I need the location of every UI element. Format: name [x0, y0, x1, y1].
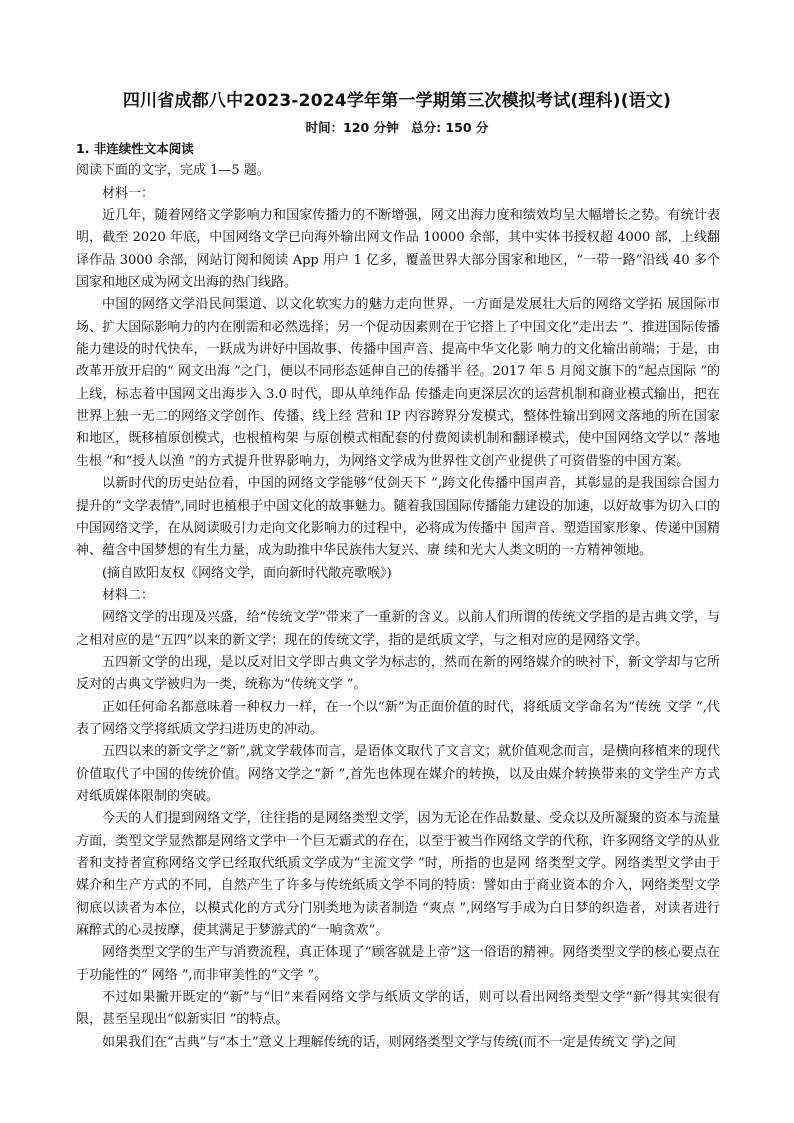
- material1-source: (摘自欧阳友权《网络文学，面向新时代敞亮歌喉》): [102, 565, 392, 581]
- material1-paragraph: 近几年，随着网络文学影响力和国家传播力的不断增强，网文出海力度和绩效均呈大幅增长之势。有统计表明，截至 2020 年底，中国网络文学已向海外输出网文作品 10000 余部，其中实体书授权超 4000 部，上线翻译作品 3000 余部，网站订阅和阅读 App 用户 1 亿多，覆盖世界大部分国家和地区，“一带一路”沿线 40 多个国家和地区成为网文出海的热门线路。: [76, 208, 720, 291]
- material1-paragraph: 以新时代的历史站位看，中国的网络文学能够“仗剑天下 ”,跨文化传播中国声音，其彰显的是我国综合国力提升的“文学表情”,同时也植根于中国文化的故事魅力。随着我国国际传播能力建设的加速，以好故事为切入口的中国网络文学，在从阅读吸引力走向文化影响力的过程中，必将成为传播中 国声音、塑造国家形象、传递中国精神、蕴含中国梦想的有生力量，成为助推中华民族伟大复兴、赓 续和光大人类文明的一方精神领地。: [76, 476, 720, 559]
- material1-label: 材料一：: [102, 185, 155, 201]
- material2-paragraph: 五四新文学的出现，是以反对旧文学即古典文学为标志的，然而在新的网络媒介的映衬下，新文学却与它所反对的古典文学被归为一类，统称为“传统文学 ”。: [76, 654, 720, 693]
- material2-paragraph: 今天的人们提到网络文学，往往指的是网络类型文学，因为无论在作品数量、受众以及所凝聚的资本与流量方面，类型文学显然都是网络文学中一个巨无霸式的存在，以至于被当作网络文学的代称，许多网络文学的从业者和支持者宣称网络文学已经取代纸质文学成为“主流文学 ”时，所指的也是网 络类型文学。网络类型文学由于媒介和生产方式的不同，自然产生了许多与传统纸质文学不同的特质：譬如由于商业资本的介入，网络类型文学彻底以读者为本位，以模式化的方式分门别类地为读者制造 “爽点 ”,网络写手成为白日梦的织造者，对读者进行麻醉式的心灵按摩，使其满足于梦游式的“一晌贪欢”。: [76, 811, 720, 939]
- material2-paragraph: 五四以来的新文学之“新”,就文学载体而言，是语体文取代了文言文；就价值观念而言，是横向移植来的现代价值取代了中国的传统价值。网络文学之“新 ”,首先也体现在媒介的转换，以及由媒介转换带来的文学生产方式对纸质媒体限制的突破。: [76, 744, 720, 804]
- material2-paragraph: 不过如果撇开既定的“新”与“旧”来看网络文学与纸质文学的话，则可以看出网络类型文学“新”得其实很有限，甚至呈现出“似新实旧 ”的特点。: [76, 990, 720, 1028]
- section-heading: 1. 非连续性文本阅读: [76, 141, 194, 156]
- document-title: 四川省成都八中2023-2024学年第一学期第三次模拟考试(理科)(语文): [122, 91, 672, 111]
- exam-time-score: 时间：120 分钟 总分: 150 分: [305, 120, 489, 135]
- material2-paragraph: 网络类型文学的生产与消费流程，真正体现了“顾客就是上帝”这一俗语的精神。网络类型文学的核心要点在于功能性的“ 网络 ”,而非审美性的“文学 ”。: [76, 945, 720, 983]
- material2-paragraph: 正如任何命名都意味着一种权力一样，在一个以“新”为正面价值的时代，将纸质文学命名为“传统 文学 ”,代表了网络文学将纸质文学扫进历史的冲动。: [76, 699, 720, 737]
- material2-paragraph: 如果我们在“古典”与“本土”意义上理解传统的话，则网络类型文学与传统(而不一定是传统文 学)之间: [102, 1034, 676, 1050]
- material1-paragraph: 中国的网络文学沿民间渠道、以文化软实力的魅力走向世界，一方面是发展壮大后的网络文学拓 展国际市场、扩大国际影响力的内在刚需和必然选择；另一个促动因素则在于它搭上了中国文化“走出去 ”、推进国际传播能力建设的时代快车，一跃成为讲好中国故事、传播中国声音、提高中华文化影 响力的文化输出前端；于是，由改革开放开启的“ 网文出海 ”之门，便以不同形态延伸自己的传播半 径。2017 年 5 月阅文旗下的“起点国际 ”的上线，标志着中国网文出海步入 3.0 时代，即从单纯作品 传播走向更深层次的运营机制和商业模式输出，把在世界上独一无二的网络文学创作、传播、线上经 营和 IP 内容跨界分发模式，整体性输出到网文落地的所在国家和地区，既移植原创模式，也根植构架 与原创模式相配套的付费阅读机制和翻译模式，使中国网络文学以“ 落地生根 ”和“授人以渔 ”的方式提升世界影响力，为网络文学成为世界性文创产业提供了可资借鉴的中国方案。: [76, 297, 720, 469]
- material2-label: 材料二：: [102, 587, 155, 603]
- instruction: 阅读下面的文字，完成 1—5 题。: [76, 163, 270, 179]
- material2-paragraph: 网络文学的出现及兴盛，给“传统文学”带来了一重新的含义。以前人们所谓的传统文学指的是古典文学，与之相对应的是“五四”以来的新文学；现在的传统文学，指的是纸质文学，与之相对应的是网络文学。: [76, 610, 720, 648]
- document-body: [76, 138, 720, 1054]
